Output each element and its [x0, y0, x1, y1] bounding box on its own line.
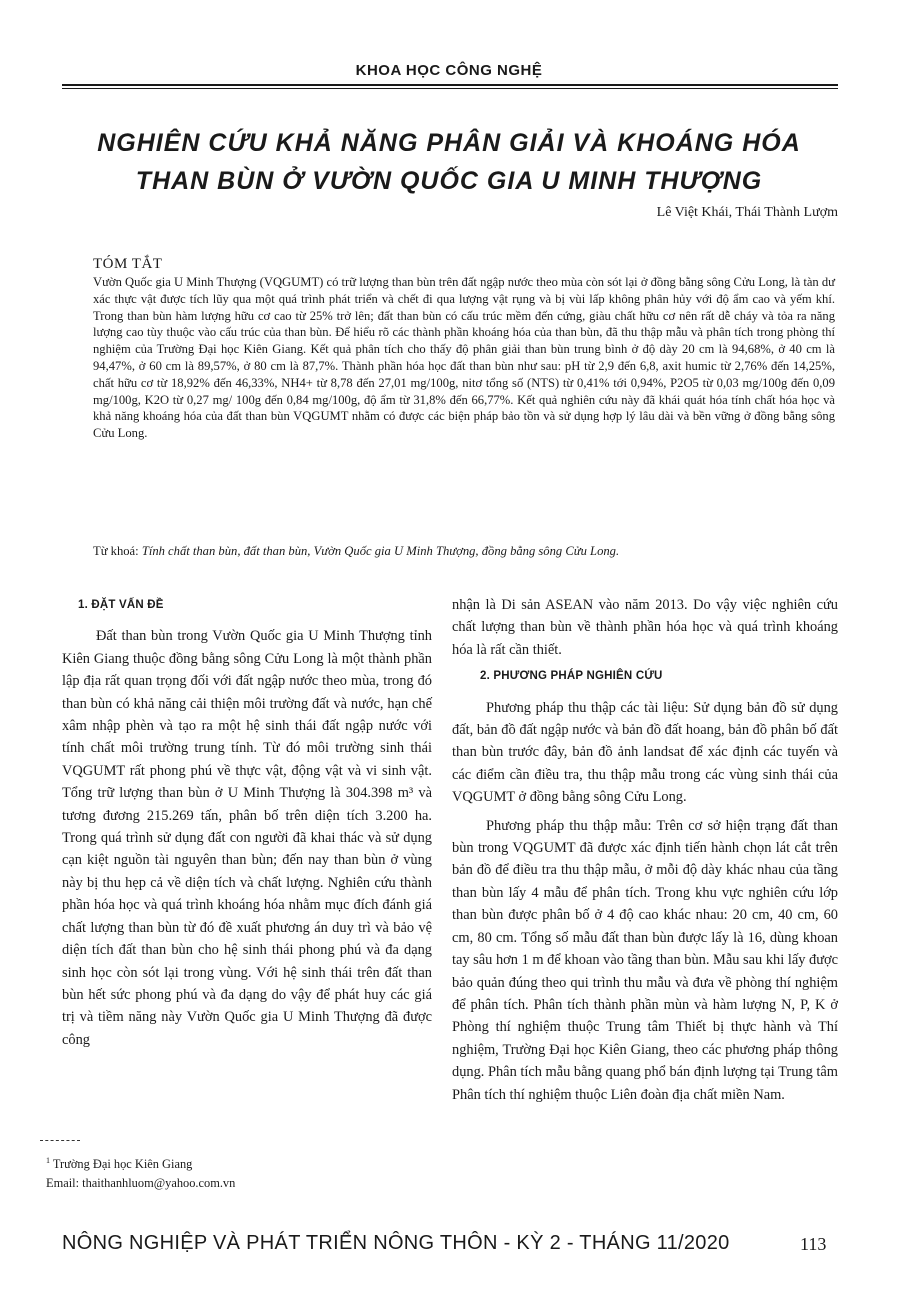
- footnote-affiliation: $^1$ Trường Đại học Kiên Giang: [46, 1156, 193, 1172]
- section-1-continuation: nhận là Di sản ASEAN vào năm 2013. Do vậy việc nghiên cứu chất lượng than bùn về thành phần hóa học và quá trình khoáng hóa là rất cần thiết.: [452, 597, 838, 658]
- section-2-paragraph-2: Phương pháp thu thập mẫu: Trên cơ sở hiện trạng đất than bùn trong VQGUMT đã được xác định tiến hành chọn lát cắt trên bản đồ để điều tra thu thập mẫu, ở mỗi độ dày khác nhau của tầng than bùn lấy 4 mẫu để phân tích. Trong khu vực nghiên cứu lớp than bùn được phân bố ở 4 độ cao khác nhau: 20 cm, 40 cm, 60 cm, 80 cm. Tổng số mẫu đất than bùn được lấy là 16, dùng khoan tay sâu hơn 1 m để khoan vào tầng than bùn. Mẫu sau khi lấy được bảo quản đúng theo qui trình thu mẫu và đưa về phòng thí nghiệm để phân tích. Phân tích thành phần mùn và hàm lượng N, P, K ở Phòng thí nghiệm thuộc Trung tâm Thiết bị thực hành và Thí nghiệm, Trường Đại học Kiên Giang, theo các phương pháp thông dụng. Phân tích mẫu bằng quang phổ bán định lượng tại Trung tâm Phân tích thí nghiệm thuộc Liên đoàn địa chất miền Nam.: [452, 817, 838, 1103]
- section-2-title: 2. PHƯƠNG PHÁP NGHIÊN CỨU: [480, 670, 663, 683]
- footnote-divider: [40, 1140, 80, 1141]
- abstract-heading: TÓM TẮT: [93, 256, 163, 272]
- keywords-list: Tính chất than bùn, đất than bùn, Vườn Quốc gia U Minh Thượng, đồng bằng sông Cửu Long.: [141, 544, 620, 558]
- footnote: [46, 1151, 235, 1193]
- abstract-text: Vườn Quốc gia U Minh Thượng (VQGUMT) có trữ lượng than bùn trên đất ngập nước theo mùa còn sót lại ở đồng bằng sông Cửu Long, là tàn dư xác thực vật được tích lũy qua một quá trình phát triển và chết đi qua lượng vật rụng và bị vùi lấp không phân hủy với độ ẩm cao và yếm khí. Trong than bùn hàm lượng hữu cơ cao từ 25% trở lên; đất than bùn có cấu trúc mềm đến cứng, giàu chất hữu cơ nên rất dễ cháy và tỏa ra năng lượng cao tùy thuộc vào cấu trúc của than bùn. Để hiểu rõ các thành phần khoáng hóa của than bùn, đã thu thập mẫu và phân tích trong phòng thí nghiệm của Trường Đại học Kiên Giang. Kết quả phân tích cho thấy độ phân giải than bùn trung bình ở độ dày 20 cm là 94,68%, ở 40 cm là 94,47%, ở 60 cm là 89,57%, ở 80 cm là 87,7%. Thành phần hóa học đất than bùn như sau: pH từ 2,9 đến 6,8, axit humic từ 2,76% đến 14,25%, chất hữu cơ từ 18,92% đến 46,33%, NH4+ từ 8,78 đến 27,01 mg/100g, nitơ tổng số (NTS) từ 0,41% tới 0,94%, P2O5 từ 0,03 mg/100g đến 0,09 mg/100g, K2O từ 0,27 mg/ 100g đến 0,84 mg/100g, độ ẩm từ 31,8% đến 66,77%. Kết quả nghiên cứu này đã khái quát hóa tính chất hóa học và khả năng khoáng hóa của đất than bùn VQGUMT nhằm có được các biện pháp bảo tồn và sử dụng hợp lý lâu dài và bền vững ở đồng bằng sông Cửu Long.: [93, 275, 835, 441]
- header-rule-thick: [62, 84, 838, 86]
- section-header: KHOA HỌC CÔNG NGHỆ: [355, 62, 543, 79]
- header-rule-thin: [62, 88, 838, 89]
- section-2-paragraph-1: Phương pháp thu thập các tài liệu: Sử dụng bản đồ sử dụng đất, bản đồ đất ngập nước và bản đồ đất hoang, bản đồ phân bố đất than bùn trước đây, bản đồ ảnh landsat để xác định các tuyến và các điểm cần điều tra, thu thập mẫu trong các vùng sinh thái của VQGUMT ở đồng bằng sông Cửu Long.: [452, 699, 838, 806]
- journal-footer: NÔNG NGHIỆP VÀ PHÁT TRIỂN NÔNG THÔN - KỲ 2 - THÁNG 11/2020: [62, 1232, 730, 1254]
- title-line-2: THAN BÙN Ở VƯỜN QUỐC GIA U MINH THƯỢNG: [135, 167, 763, 195]
- footnote-marker: 1: [46, 1156, 50, 1165]
- page-number: 113: [800, 1234, 827, 1254]
- authors: Lê Việt Khái, Thái Thành Lượm: [656, 205, 838, 220]
- keywords: [93, 543, 835, 560]
- title-line-1: NGHIÊN CỨU KHẢ NĂNG PHÂN GIẢI VÀ KHOÁNG HÓA: [97, 129, 801, 157]
- keywords-label: Từ khoá:: [93, 544, 139, 558]
- left-column: [62, 594, 432, 1051]
- article-title: [40, 124, 858, 200]
- section-1-title: 1. ĐẶT VẤN ĐỀ: [78, 599, 164, 611]
- section-1-paragraph: Đất than bùn trong Vườn Quốc gia U Minh Thượng tỉnh Kiên Giang thuộc đồng bằng sông Cửu Long là một thành phần lập địa rất quan trọng đối với đất ngập nước theo mùa, trong đó than bùn có khả năng cải thiện môi trường đất và nước, hạn chế xâm nhập phèn và tạo ra một hệ sinh thái đất ngập nước với tính chất môi trường trung tính. Từ đó môi trường sinh thái VQGUMT rất phong phú về thực vật, động vật và vi sinh vật. Tổng trữ lượng than bùn ở U Minh Thượng là 304.398 m³ và tương đương 215.269 tấn, phân bố trên diện tích 3.200 ha. Trong quá trình sử dụng đất con người đã khai thác và sử dụng cạn kiệt nguồn tài nguyên than bùn; đến nay than bùn ở vùng này bị thu hẹp cả về diện tích và chất lượng. Nghiên cứu thành phần hóa học và quá trình khoáng hóa nhằm mục đích đánh giá chất lượng than bùn từ đó đề xuất phương án duy trì và bảo vệ diện tích đất than bùn cho hệ sinh thái phong phú và đa dạng sinh học còn sót lại trong vùng. Với hệ sinh thái trên đất than bùn hết sức phong phú và đa dạng do vậy để phát huy các giá trị và tiềm năng này Vườn Quốc gia U Minh Thượng đã được công: [62, 628, 432, 1048]
- right-column: [452, 594, 838, 1106]
- footnote-email: Email: thaithanhluom@yahoo.com.vn: [46, 1176, 236, 1191]
